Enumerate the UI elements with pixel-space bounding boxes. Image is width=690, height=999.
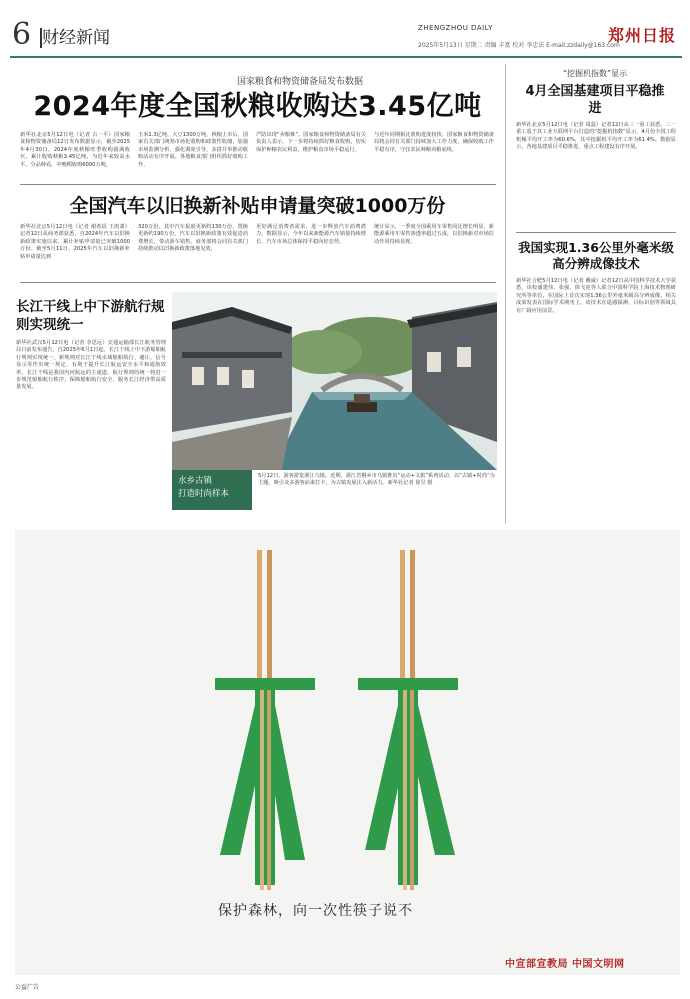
paper-meta: 2025年5月13日 星期二 责编 丰富 校对 李忠法 E-mail:zzdaily@163.com [418,42,620,49]
right-rule [516,232,676,233]
column-divider [505,64,506,524]
article1-col-2: 玉米1.3亿吨，大豆1300万吨。秋粮上市后，国家有关部门统筹市场化收购和政策性收储，加强市场监测分析，强化调度引导，多措并举推动收购活动有序开展。各地粮食部门组织抓好收购工作， [138,132,248,168]
article1-col-1: 新华社北京5月12日电（记者 古一平）国家粮食和物资储备局12日发布数据显示，截至2025年4月30日，2024年度秋粮旺季收购圆满收官，累计收购秋粮3.45亿吨，为近年来较高水平。分品种看，中晚稻收购6000万吨， [20,132,130,168]
ad-slogan: 保护森林，向一次性筷子说不 [218,903,413,919]
article2-col-3: 更好满足消费者需求，进一步释放汽车消费潜力。数据显示，今年以来新能源汽车销量持续增长，汽车市场总体保持平稳向好态势。 [256,224,366,245]
photo-caption: 5月12日，游客游览浙江乌镇。近期，浙江省桐乡市乌镇推出“运动+文旅”系列活动，以“古镇+时尚”为主题，吸引众多游客前来打卡，为古镇发展注入新活力。新华社记者 徐昱 摄 [258,473,495,487]
article2-col-2: 320万份，其中汽车报废更新约130万份、置换更新约190万份。汽车以旧换新政策有效促进消费增长，带动新车销售。商务部将会同有关部门持续推动以旧换新政策落地见效， [138,224,248,253]
right1-column: 新华社北京5月12日电（记者 周蕊）记者12日从三一重工获悉，三一重工基于其工业互联网平台打造的“挖掘机指数”显示，4月份全国工程机械平均开工率为60.6%，其中挖掘机平均开工率为61.4%。数据显示，各地基建项目平稳推进，重点工程建设有序开展。 [516,122,676,151]
article2-col-4: 统计显示，一季度全国乘用车零售同比增长明显，新能源乘用车零售渗透率超过五成，以旧换新对市场拉动作用持续显现。 [374,224,494,245]
photo-label [172,470,252,510]
article2-title: 全国汽车以旧换新补贴申请量突破1000万份 [69,195,446,217]
article1-col-3: 严防出现“卖粮难”。国家粮食和物资储备局有关负责人表示，下一步将持续抓好粮食收购，切实保护种粮农民利益，维护粮食市场平稳运行。 [256,132,366,153]
article3-title: 长江干线上中下游航行规则实现统一 [16,299,165,333]
photo-label-line-1: 水乡古镇 [178,476,213,486]
article1-kicker: 国家粮食和物资储备局发布数据 [236,77,363,87]
paper-english-name: ZHENGZHOU DAILY [418,24,493,32]
paper-logo: 郑州日报 [608,26,677,45]
news-photo-water-town [172,292,497,470]
masthead [10,18,682,58]
section-name: 财经新闻 [42,28,110,48]
right1-kicker: “挖掘机指数”显示 [562,69,628,78]
water-town-illustration [172,292,497,470]
article1-col-4: 与近年同期相比收购进度较快，国家粮食和物资储备局将会同有关部门持续加大工作力度，确保收购工作平稳有序，守住农民种粮卖粮底线。 [374,132,494,153]
ad-sponsor: 中宣部宣教局 中国文明网 [505,959,625,970]
article1-title: 2024年度全国秋粮收购达3.45亿吨 [33,91,482,122]
article2-rule [20,282,496,283]
article3-column: 新华社武汉5月12日电（记者 李思远）交通运输部长江航务管理局日前发布通告，自2025年6月1日起，长江干线上中下游船舶航行规则实现统一。新规则对长江干线水域船舶航行、避让、信号显示等作出统一规定，有利于提升长江航运安全水平和通航效率。长江干线是我国内河航运的主通道，航行规则的统一将进一步规范船舶航行秩序，保障船舶航行安全，服务长江经济带高质量发展。 [16,340,166,391]
ad-label: 公益广告 [15,984,40,991]
article2-col-1: 新华社北京5月12日电（记者 谢希瑶 王雨萧）记者12日从商务部获悉，自2024年汽车以旧换新政策实施以来，累计补贴申请量已突破1000万份。截至5月11日，2025年汽车以旧换新补贴申请量达到 [20,224,130,260]
article1-rule [20,184,496,185]
photo-label-line-2: 打造时尚样本 [178,489,230,499]
right2-column: 新华社合肥5月12日电（记者 戴威）记者12日从中国科学技术大学获悉，该校潘建伟、张强、徐飞虎等人联合中国科学院上海技术物理研究所等单位，在国际上首次实现1.36公里外毫米级高分辨成像，相关成果发表在国际学术期刊上。该技术在遥感探测、目标识别等领域具有广阔应用前景。 [516,278,676,314]
right2-title: 我国实现1.36公里外毫米级高分辨成像技术 [518,240,674,271]
right1-title: 4月全国基建项目平稳推进 [525,84,665,116]
page-number: 6 [12,17,32,52]
